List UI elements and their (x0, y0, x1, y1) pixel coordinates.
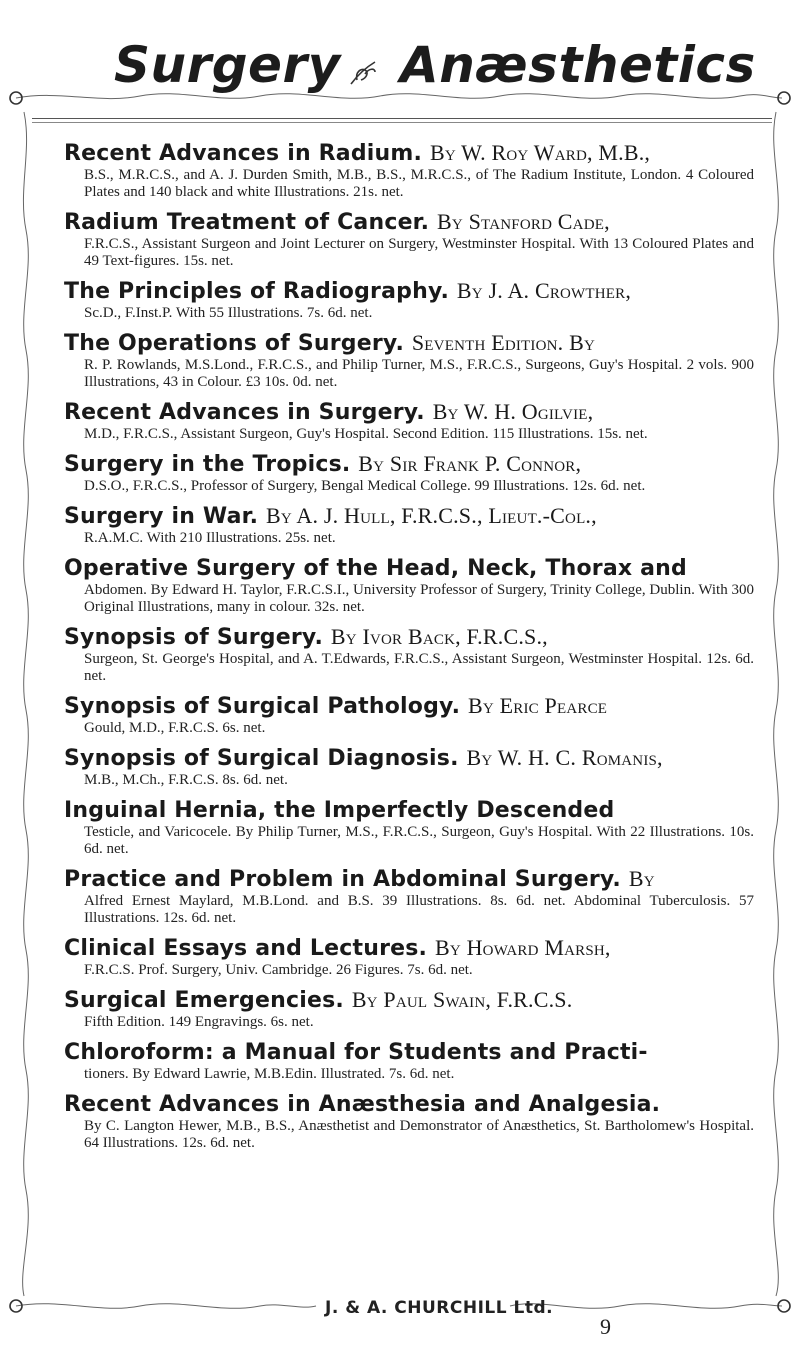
fleuron-icon (345, 58, 381, 88)
book-heading (64, 209, 754, 236)
book-title: Radium Treatment of Cancer. (64, 210, 430, 235)
book-details: M.D., F.R.C.S., Assistant Surgeon, Guy's Hospital. Second Edition. 115 Illustrations. 15s. net. (84, 426, 648, 442)
book-details: Gould, M.D., F.R.C.S. 6s. net. (84, 720, 266, 736)
book-details: Sc.D., F.Inst.P. With 55 Illustrations. 7s. 6d. net. (84, 305, 373, 321)
book-author: By J. A. Crowther, (456, 278, 632, 303)
book-details: tioners. By Edward Lawrie, M.B.Edin. Illustrated. 7s. 6d. net. (84, 1066, 455, 1082)
header-rule (32, 118, 772, 119)
publisher-imprint: J. & A. CHURCHILL Ltd. (325, 1298, 554, 1318)
book-details: M.B., M.Ch., F.R.C.S. 8s. 6d. net. (84, 772, 288, 788)
book-entry (64, 693, 754, 737)
book-heading (64, 745, 754, 772)
book-title: Synopsis of Surgical Diagnosis. (64, 746, 459, 771)
book-entry (64, 1039, 754, 1083)
page-header (0, 36, 800, 116)
book-entry (64, 278, 754, 322)
book-title: Recent Advances in Radium. (64, 141, 423, 166)
book-entry (64, 987, 754, 1031)
book-entry (64, 1091, 754, 1152)
book-details: R.A.M.C. With 210 Illustrations. 25s. net. (84, 530, 336, 546)
book-entry (64, 624, 754, 685)
book-heading (64, 624, 754, 651)
book-details: D.S.O., F.R.C.S., Professor of Surgery, Bengal Medical College. 99 Illustrations. 12s. 6d. net. (84, 478, 646, 494)
book-title: Recent Advances in Surgery. (64, 400, 425, 425)
book-heading (64, 1091, 754, 1118)
book-details: R. P. Rowlands, M.S.Lond., F.R.C.S., and Philip Turner, M.S., F.R.C.S., Surgeons, Guy's Hospital. 2 vols. 900 Illustrations, 43 in Colour. £3 10s. 0d. net. (84, 357, 754, 390)
book-details: F.R.C.S. Prof. Surgery, Univ. Cambridge. 26 Figures. 7s. 6d. net. (84, 962, 473, 978)
book-title: Surgical Emergencies. (64, 988, 344, 1013)
book-details: Alfred Ernest Maylard, M.B.Lond. and B.S. 39 Illustrations. 8s. 6d. net. Abdominal Tuberculosis. 57 Illustrations. 12s. 6d. net. (84, 893, 754, 926)
book-heading (64, 866, 754, 893)
page-number: 9 (600, 1314, 611, 1339)
book-entry (64, 866, 754, 927)
book-heading (64, 987, 754, 1014)
book-heading (64, 935, 754, 962)
book-details: Surgeon, St. George's Hospital, and A. T.Edwards, F.R.C.S., Assistant Surgeon, Westminster Hospital. 12s. 6d. net. (84, 651, 754, 684)
book-details: B.S., M.R.C.S., and A. J. Durden Smith, M.B., B.S., M.R.C.S., of The Radium Institute, London. 4 Coloured Plates and 140 black and white Illustrations. 21s. net. (84, 167, 754, 200)
book-entry (64, 140, 754, 201)
book-heading (64, 278, 754, 305)
book-author: By W. Roy Ward, M.B., (429, 140, 651, 165)
book-title: Surgery in the Tropics. (64, 452, 351, 477)
book-author: By A. J. Hull, F.R.C.S., Lieut.-Col., (266, 503, 597, 528)
book-entry (64, 555, 754, 616)
book-details: F.R.C.S., Assistant Surgeon and Joint Lecturer on Surgery, Westminster Hospital. With 13 Coloured Plates and 49 Text-figures. 15s. net. (84, 236, 754, 269)
header-title-surgery: Surgery (114, 36, 341, 94)
book-heading (64, 451, 754, 478)
book-heading (64, 330, 754, 357)
book-heading (64, 693, 754, 720)
book-heading (64, 503, 754, 530)
book-author: By (628, 866, 655, 891)
book-title: Synopsis of Surgery. (64, 625, 323, 650)
book-title: Synopsis of Surgical Pathology. (64, 694, 461, 719)
book-entry (64, 209, 754, 270)
book-author: Seventh Edition. By (411, 330, 595, 355)
book-entry (64, 797, 754, 858)
book-entry (64, 745, 754, 789)
book-entry (64, 330, 754, 391)
book-title: The Principles of Radiography. (64, 279, 450, 304)
book-title: Practice and Problem in Abdominal Surgery. (64, 867, 621, 892)
book-heading (64, 399, 754, 426)
book-heading (64, 555, 754, 582)
book-title: Chloroform: a Manual for Students and Practi- (64, 1040, 648, 1065)
book-author: By Sir Frank P. Connor, (358, 451, 582, 476)
book-entry (64, 503, 754, 547)
book-heading (64, 1039, 754, 1066)
book-details: Testicle, and Varicocele. By Philip Turner, M.S., F.R.C.S., Surgeon, Guy's Hospital. With 22 Illustrations. 10s. 6d. net. (84, 824, 754, 857)
book-details: Fifth Edition. 149 Engravings. 6s. net. (84, 1014, 314, 1030)
book-author: By Eric Pearce (468, 693, 608, 718)
book-details: Abdomen. By Edward H. Taylor, F.R.C.S.I., University Professor of Surgery, Trinity College, Dublin. With 300 Original Illustrations, many in colour. 32s. net. (84, 582, 754, 615)
book-author: By W. H. Ogilvie, (432, 399, 594, 424)
book-author: By W. H. C. Romanis, (466, 745, 663, 770)
book-title: Surgery in War. (64, 504, 259, 529)
book-title: The Operations of Surgery. (64, 331, 405, 356)
book-title: Recent Advances in Anæsthesia and Analgesia. (64, 1092, 661, 1117)
book-heading (64, 797, 754, 824)
book-heading (64, 140, 754, 167)
header-rule-thin (32, 122, 772, 123)
book-entry (64, 935, 754, 979)
book-details: By C. Langton Hewer, M.B., B.S., Anæsthetist and Demonstrator of Anæsthetics, St. Bartholomew's Hospital. 64 Illustrations. 12s. 6d. net. (84, 1118, 754, 1151)
book-author: By Paul Swain, F.R.C.S. (351, 987, 573, 1012)
book-entry (64, 399, 754, 443)
book-list (64, 140, 754, 1160)
book-title: Clinical Essays and Lectures. (64, 936, 428, 961)
book-title: Operative Surgery of the Head, Neck, Thorax and (64, 556, 687, 581)
header-title-anaesthetics: Anæsthetics (400, 36, 756, 94)
book-entry (64, 451, 754, 495)
book-author: By Ivor Back, F.R.C.S., (330, 624, 548, 649)
book-author: By Stanford Cade, (437, 209, 610, 234)
book-author: By Howard Marsh, (434, 935, 611, 960)
book-title: Inguinal Hernia, the Imperfectly Descended (64, 798, 615, 823)
page-footer (0, 1298, 800, 1322)
